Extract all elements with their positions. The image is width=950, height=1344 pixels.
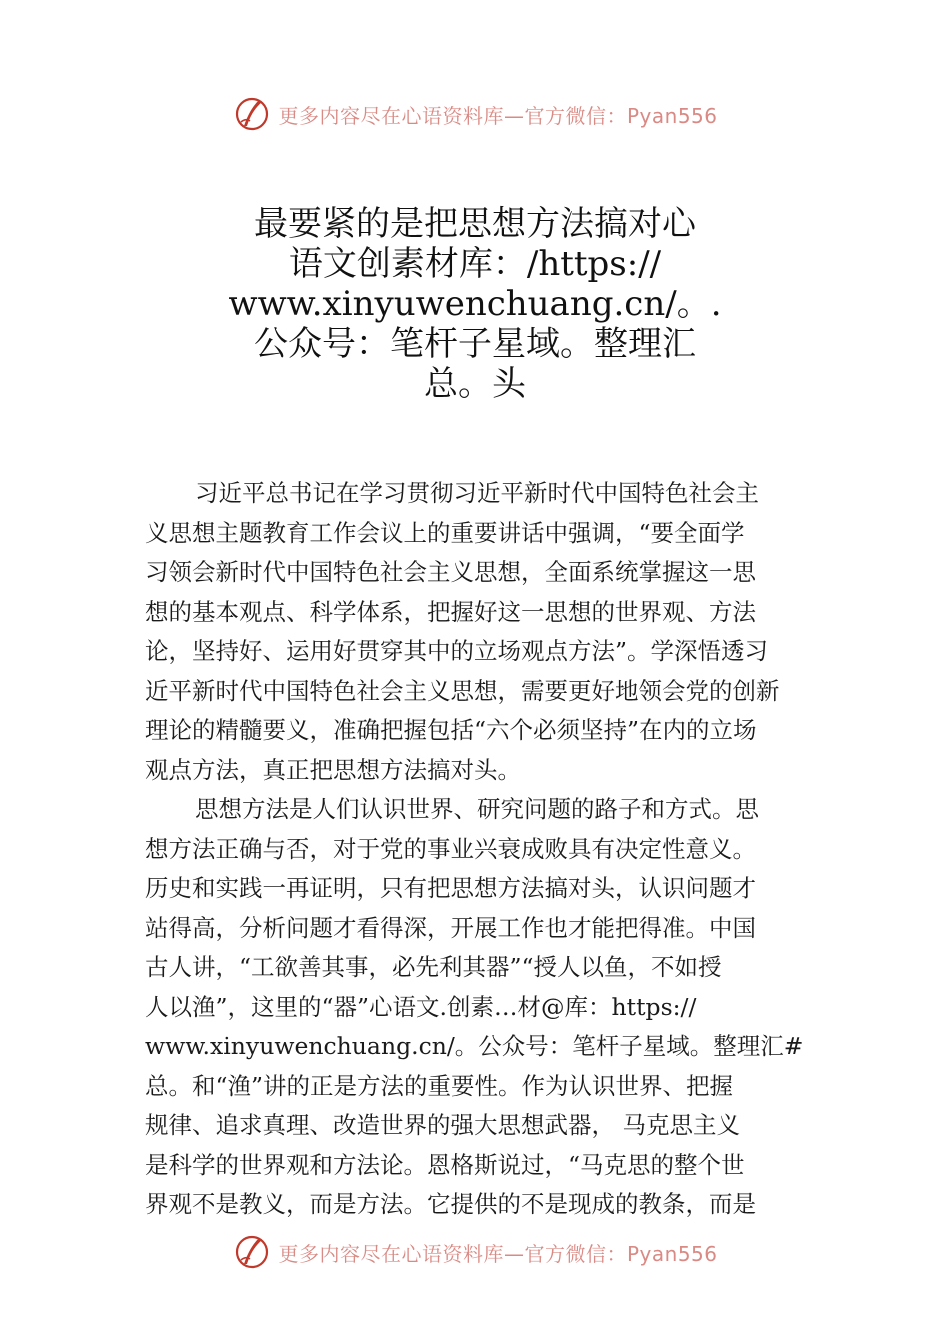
document-title <box>200 204 750 404</box>
quill-logo-icon <box>232 1232 272 1272</box>
body-line: 想方法正确与否，对于党的事业兴衰成败具有决定性意义。 <box>145 834 756 863</box>
wechat-id: Pyan556 <box>626 1241 718 1266</box>
body-line: 人以渔”，这里的“器”心语文.创素…材@库：https:// <box>145 992 697 1021</box>
watermark-label: 更多内容尽在心语资料库—官方微信： <box>278 103 627 128</box>
body-line: 义思想主题教育工作会议上的重要讲话中强调，“要全面学 <box>145 518 745 547</box>
document-body <box>145 474 811 1225</box>
body-line: 古人讲，“工欲善其事，必先利其器”“授人以鱼，不如授 <box>145 953 722 981</box>
body-line: 界观不是教义，而是方法。它提供的不是现成的教条，而是 <box>145 1190 756 1218</box>
watermark-label: 更多内容尽在心语资料库—官方微信： <box>278 1241 627 1266</box>
wechat-id: Pyan556 <box>626 103 718 128</box>
body-line: 论，坚持好、运用好贯穿其中的立场观点方法”。学深悟透习 <box>145 637 769 665</box>
footer-watermark-banner <box>0 1230 950 1274</box>
body-line: 思想方法是人们认识世界、研究问题的路子和方式。思 <box>195 795 759 823</box>
title-line: 总。头 <box>424 364 526 404</box>
watermark-text <box>278 1238 717 1267</box>
body-line: 观点方法，真正把思想方法搞对头。 <box>145 755 521 784</box>
body-line: 总。和“渔”讲的正是方法的重要性。作为认识世界、把握 <box>145 1071 734 1100</box>
watermark-text <box>278 100 717 129</box>
title-line: 语文创素材库：/https:// <box>288 244 662 284</box>
title-line: 公众号：笔杆子星域。整理汇 <box>254 324 696 364</box>
body-line: 是科学的世界观和方法论。恩格斯说过，“马克思的整个世 <box>145 1150 745 1179</box>
body-line: 习近平总书记在学习贯彻习近平新时代中国特色社会主 <box>195 479 759 507</box>
title-line: 最要紧的是把思想方法搞对心 <box>254 204 696 244</box>
body-line: 站得高，分析问题才看得深，开展工作也才能把得准。中国 <box>145 913 756 942</box>
header-watermark-banner <box>0 92 950 136</box>
body-line: 想的基本观点、科学体系，把握好这一思想的世界观、方法 <box>145 597 756 626</box>
body-line: 理论的精髓要义，准确把握包括“六个必须坚持”在内的立场 <box>145 716 757 744</box>
title-line: www.xinyuwenchuang.cn/。. <box>228 284 722 324</box>
body-line: www.xinyuwenchuang.cn/。公众号：笔杆子星域。整理汇# <box>145 1032 804 1060</box>
quill-logo-icon <box>232 94 272 134</box>
body-line: 规律、追求真理、改造世界的强大思想武器， 马克思主义 <box>145 1111 740 1139</box>
body-line: 历史和实践一再证明，只有把思想方法搞对头，认识问题才 <box>145 874 756 902</box>
body-line: 近平新时代中国特色社会主义思想，需要更好地领会党的创新 <box>145 676 780 705</box>
body-line: 习领会新时代中国特色社会主义思想，全面系统掌握这一思 <box>145 558 756 586</box>
